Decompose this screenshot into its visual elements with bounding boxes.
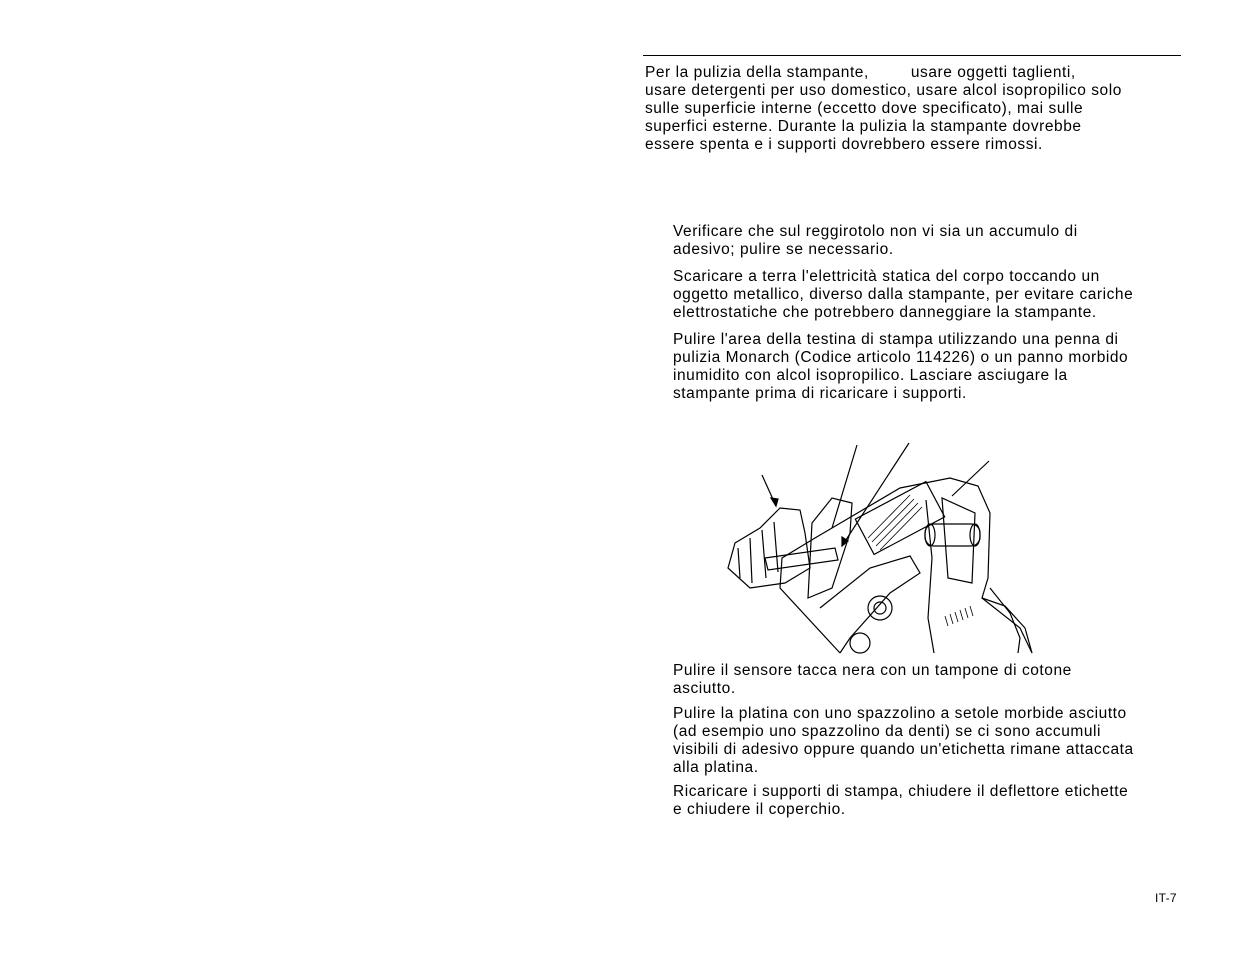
header-rule	[643, 55, 1181, 56]
intro-line: superfici esterne. Durante la pulizia la stampante dovrebbe	[645, 118, 1082, 135]
label-deflector	[808, 498, 852, 598]
page-number: IT-7	[1155, 891, 1177, 905]
intro-line: usare detergenti per uso domestico, usare alcol isopropilico solo	[645, 82, 1122, 99]
step-6: Ricaricare i supporti di stampa, chiudere il deflettore etichette e chiudere il coperchio.	[673, 783, 1129, 818]
supply-holder-ribs	[738, 522, 778, 583]
step-2: Scaricare a terra l'elettricità statica del corpo toccando un oggetto metallico, diverso dalla stampante, per evitare cariche elettrostatiche che potrebbero danneggiare la stampante.	[673, 268, 1134, 321]
callout-leader	[952, 461, 989, 496]
print-head-teeth	[868, 495, 922, 550]
printer-cleaning-illustration	[720, 438, 1040, 656]
printer-base	[982, 598, 1032, 653]
callout-arrowhead	[771, 498, 778, 506]
printer-body	[780, 478, 1032, 653]
intro-paragraph	[645, 64, 1185, 154]
step-1: Verificare che sul reggirotolo non vi sia un accumulo di adesivo; pulire se necessario.	[673, 223, 1078, 258]
roller-end	[970, 524, 980, 546]
intro-line: Per la pulizia della stampante, usare oggetti taglienti,	[645, 64, 1076, 81]
print-head	[855, 482, 944, 555]
step-5: Pulire la platina con uno spazzolino a setole morbide asciutto (ad esempio uno spazzolino da denti) se ci sono accumuli visibili di adesivo oppure quando un'etichetta rimane attaccata alla platina.	[673, 705, 1134, 776]
base-vents	[945, 606, 973, 626]
base-outline	[990, 588, 1020, 653]
inner-frame	[820, 556, 920, 653]
thumb-screw	[850, 633, 870, 653]
intro-line: sulle superficie interne (eccetto dove specificato), mai sulle	[645, 100, 1084, 117]
thumb-screw	[868, 596, 892, 620]
step-3: Pulire l'area della testina di stampa utilizzando una penna di pulizia Monarch (Codice articolo 114226) o un panno morbido inumidito con alcol isopropilico. Lasciare asciugare la stampante prima di ricaricare i supporti.	[673, 331, 1129, 402]
intro-line: essere spenta e i supporti dovrebbero essere rimossi.	[645, 136, 1043, 153]
step-4: Pulire il sensore tacca nera con un tampone di cotone asciutto.	[673, 662, 1072, 697]
